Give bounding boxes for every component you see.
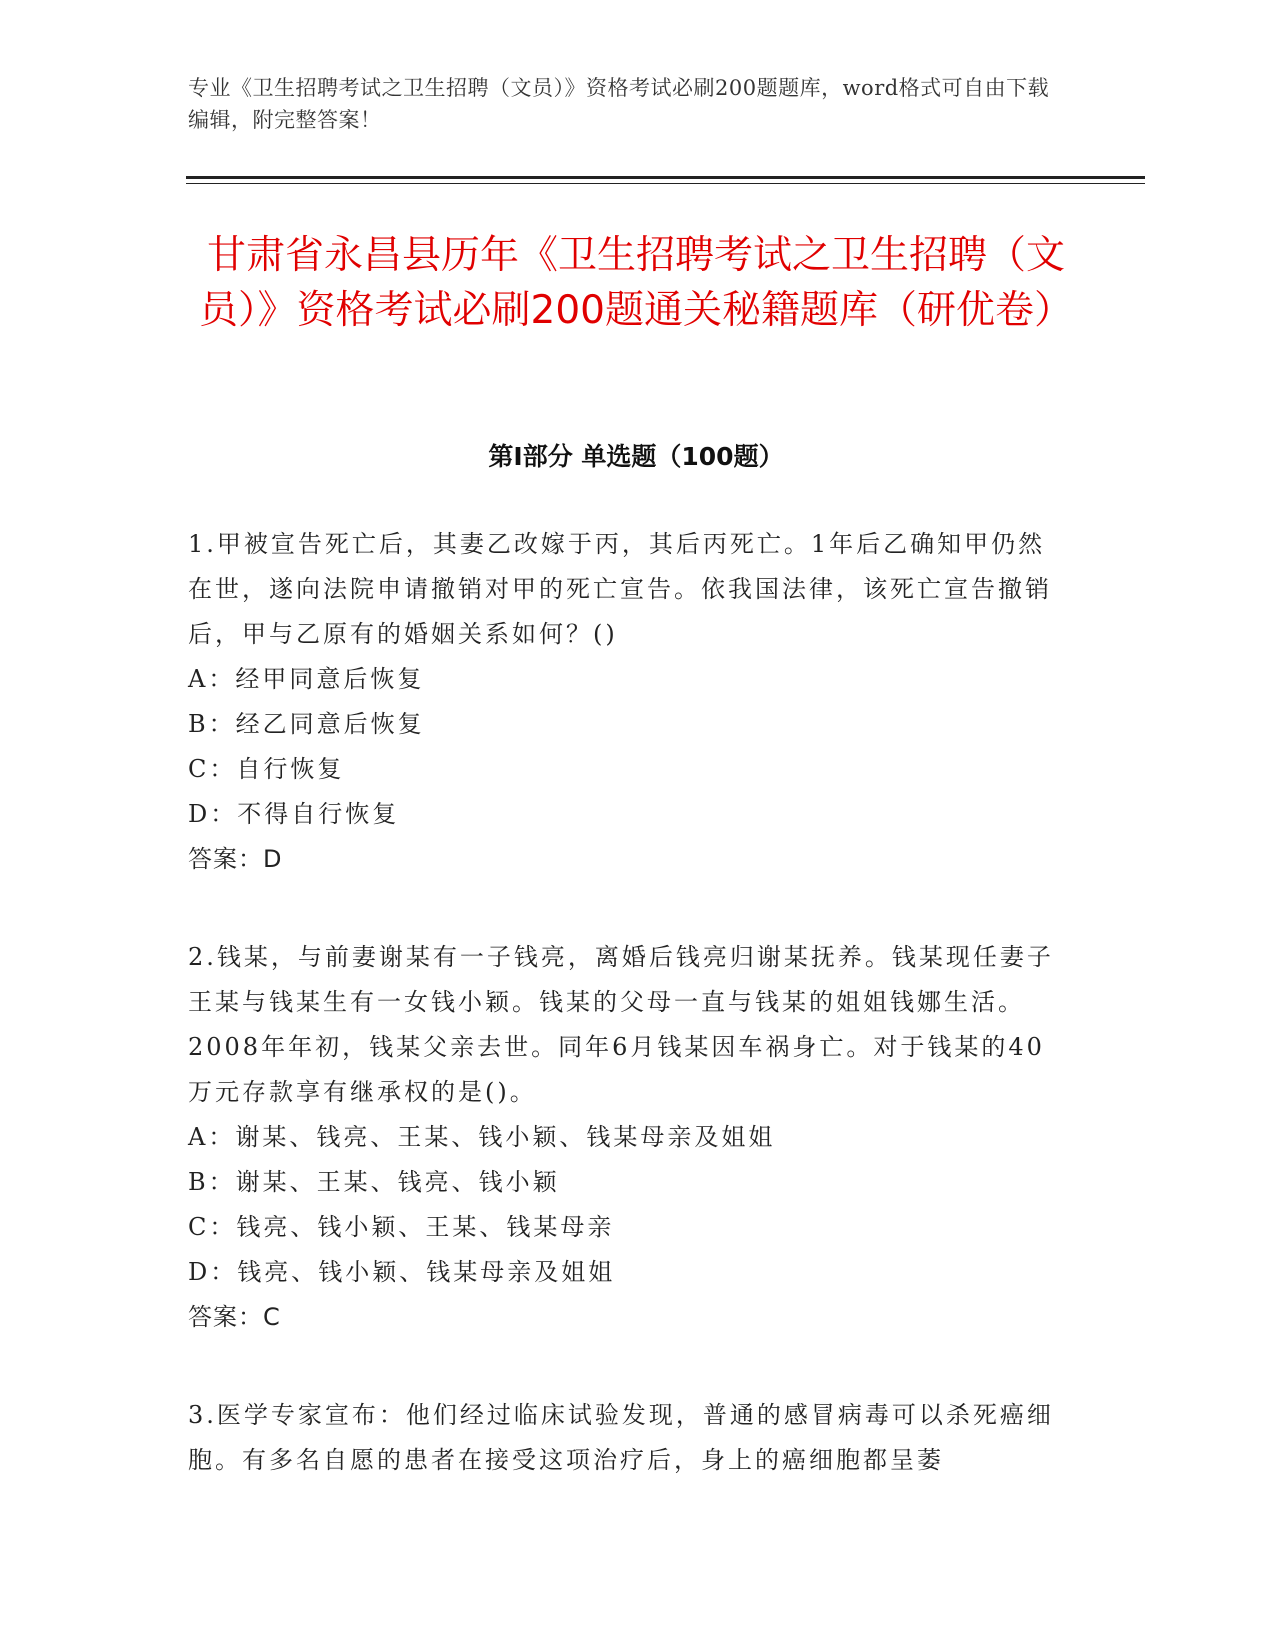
section-title: 第Ⅰ部分 单选题（100题）	[488, 442, 784, 471]
option-d: D：钱亮、钱小颖、钱某母亲及姐姐	[188, 1258, 616, 1286]
header-note: 专业《卫生招聘考试之卫生招聘（文员）》资格考试必刷200题题库，word格式可自由下载编辑，附完整答案！	[188, 76, 1050, 132]
option-a: A：经甲同意后恢复	[188, 665, 425, 693]
header-divider-thin	[186, 183, 1145, 184]
question-2	[188, 935, 1068, 1340]
question-stem: 2.钱某，与前妻谢某有一子钱亮，离婚后钱亮归谢某抚养。钱某现任妻子王某与钱某生有一女钱小颖。钱某的父母一直与钱某的姐姐钱娜生活。2008年年初，钱某父亲去世。同年6月钱某因车祸身亡。对于钱某的40万元存款享有继承权的是()。	[188, 943, 1054, 1106]
question-stem: 3.医学专家宣布：他们经过临床试验发现，普通的感冒病毒可以杀死癌细胞。有多名自愿的患者在接受这项治疗后，身上的癌细胞都呈萎	[188, 1401, 1054, 1474]
option-b: B：经乙同意后恢复	[188, 710, 425, 738]
question-3	[188, 1393, 1068, 1483]
option-c: C：钱亮、钱小颖、王某、钱某母亲	[188, 1213, 615, 1241]
header-divider	[186, 176, 1145, 179]
question-stem: 1.甲被宣告死亡后，其妻乙改嫁于丙，其后丙死亡。1年后乙确知甲仍然在世，遂向法院申请撤销对甲的死亡宣告。依我国法律，该死亡宣告撤销后，甲与乙原有的婚姻关系如何？()	[188, 530, 1052, 648]
answer: 答案：C	[188, 1303, 281, 1331]
option-a: A：谢某、钱亮、王某、钱小颖、钱某母亲及姐姐	[188, 1123, 776, 1151]
option-d: D：不得自行恢复	[188, 800, 400, 828]
answer: 答案：D	[188, 845, 283, 873]
question-1	[188, 522, 1068, 882]
option-b: B：谢某、王某、钱亮、钱小颖	[188, 1168, 560, 1196]
option-c: C：自行恢复	[188, 755, 345, 783]
document-title: 甘肃省永昌县历年《卫生招聘考试之卫生招聘（文员）》资格考试必刷200题通关秘籍题库（研优卷）	[199, 233, 1073, 333]
